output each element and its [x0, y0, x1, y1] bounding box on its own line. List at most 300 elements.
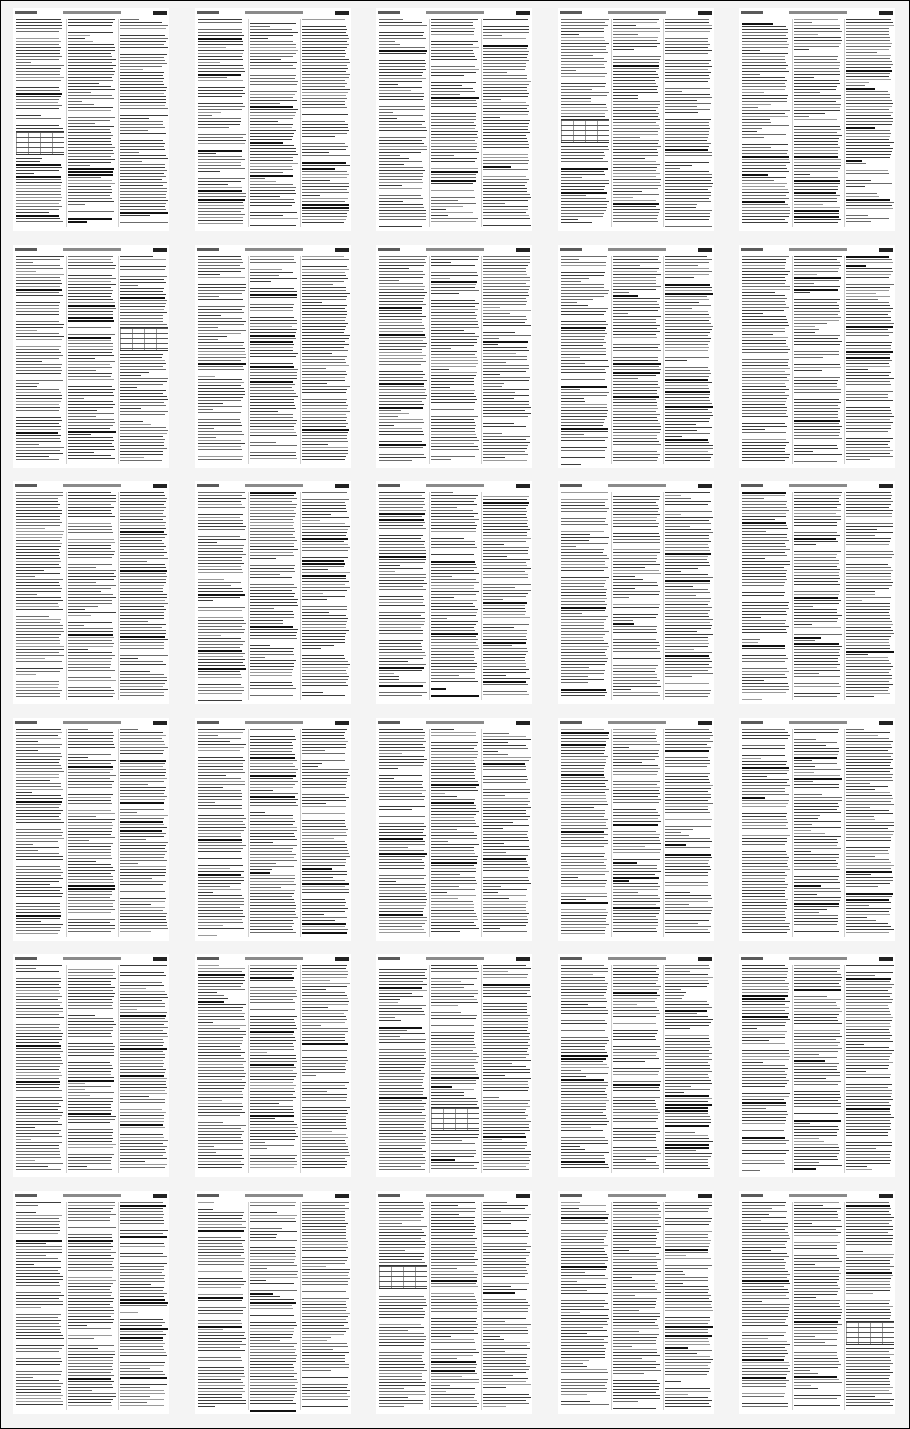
text-line [846, 606, 890, 607]
text-line [846, 314, 888, 315]
text-line [250, 103, 280, 104]
text-line [665, 277, 694, 278]
text-line [68, 343, 113, 344]
text-line [250, 1109, 293, 1110]
text-line [250, 775, 296, 777]
text-line [665, 66, 712, 67]
page-thumbnail[interactable] [376, 8, 532, 231]
text-line [794, 389, 841, 390]
header-text-block [378, 248, 400, 251]
text-line [431, 814, 476, 815]
text-line [665, 1107, 708, 1109]
text-line [665, 547, 709, 548]
text-line [16, 594, 37, 595]
text-line [250, 736, 295, 737]
text-line [561, 333, 607, 334]
text-line [846, 810, 889, 811]
text-line [16, 1314, 61, 1315]
page-thumbnail[interactable] [13, 954, 169, 1177]
text-line [483, 147, 529, 148]
text-line [846, 384, 891, 385]
text-line [302, 402, 346, 403]
text-line [561, 834, 608, 835]
text-line [483, 398, 514, 399]
text-line [198, 1067, 244, 1068]
text-line [250, 629, 298, 630]
page-thumbnail[interactable] [558, 245, 714, 468]
text-column [846, 19, 894, 227]
text-line [561, 1130, 603, 1131]
text-line [794, 271, 838, 272]
text-line [120, 680, 167, 681]
text-line [561, 518, 606, 519]
text-line [483, 769, 526, 770]
column-divider [611, 256, 612, 464]
text-line [742, 896, 785, 897]
text-line [68, 147, 115, 148]
text-line [846, 431, 888, 432]
text-line [742, 183, 787, 184]
text-line [431, 278, 450, 279]
text-line [561, 1040, 609, 1041]
page-thumbnail[interactable] [13, 718, 169, 941]
page-running-header [378, 957, 530, 963]
page-thumbnail[interactable] [376, 954, 532, 1177]
text-line [483, 1027, 528, 1028]
text-line [742, 1001, 790, 1002]
text-line [379, 586, 423, 587]
page-thumbnail[interactable] [739, 245, 895, 468]
text-line [742, 764, 786, 765]
text-line [483, 663, 526, 664]
text-line [794, 289, 838, 291]
text-line [16, 747, 60, 748]
text-line [379, 793, 422, 794]
text-line [665, 901, 708, 902]
text-line [379, 149, 427, 150]
column-divider [66, 965, 67, 1173]
text-line [561, 83, 606, 84]
text-line [613, 781, 660, 782]
text-line [120, 393, 163, 394]
text-line [302, 609, 347, 610]
text-line [665, 844, 686, 846]
text-line [16, 990, 59, 991]
column-divider [792, 19, 793, 227]
header-text-block [335, 957, 349, 961]
header-text-block [608, 248, 666, 251]
text-line [379, 434, 424, 435]
text-line [198, 287, 246, 288]
text-line [665, 800, 708, 801]
text-line [665, 898, 712, 899]
header-text-block [153, 1194, 167, 1198]
text-line [483, 141, 528, 142]
text-line [16, 850, 38, 851]
column-divider [792, 965, 793, 1173]
text-line [561, 586, 604, 587]
text-line [198, 744, 246, 745]
header-text-block [426, 11, 484, 14]
page-thumbnail[interactable] [13, 245, 169, 468]
page-thumbnail[interactable] [558, 481, 714, 704]
text-line [379, 541, 425, 542]
text-line [483, 1103, 528, 1104]
text-line [742, 29, 788, 30]
text-line [302, 368, 326, 369]
text-line [379, 685, 423, 687]
text-line [483, 901, 528, 902]
text-line [250, 1043, 293, 1044]
text-line [794, 664, 840, 665]
text-line [16, 906, 60, 907]
page-thumbnail[interactable] [195, 954, 351, 1177]
text-line [68, 909, 115, 910]
text-line [613, 265, 640, 266]
text-line [483, 1075, 505, 1076]
page-thumbnail[interactable] [558, 954, 714, 1177]
text-line [561, 580, 606, 581]
text-line [431, 336, 479, 337]
text-line [742, 416, 788, 417]
text-line [16, 674, 36, 675]
text-line [250, 1139, 295, 1140]
text-line [561, 998, 606, 999]
text-line [665, 1168, 710, 1169]
text-line [16, 164, 61, 166]
text-line [302, 621, 347, 622]
text-line [250, 821, 295, 822]
text-line [665, 454, 713, 455]
text-line [794, 329, 819, 330]
text-line [665, 439, 708, 441]
text-line [16, 1282, 59, 1283]
page-thumbnail[interactable] [739, 481, 895, 704]
text-line [250, 614, 294, 615]
text-line [665, 613, 708, 614]
text-line [483, 544, 504, 545]
text-line [483, 880, 529, 881]
text-line [742, 576, 786, 577]
text-line [250, 329, 297, 330]
text-line [846, 1035, 892, 1036]
text-line [613, 995, 660, 996]
text-line [483, 307, 500, 308]
text-line [68, 680, 116, 681]
text-line [250, 458, 297, 459]
text-line [68, 625, 84, 626]
text-line [431, 431, 475, 432]
text-line [742, 1007, 789, 1008]
text-line [742, 407, 787, 408]
text-line [846, 645, 890, 646]
text-line [16, 280, 61, 281]
text-line [613, 56, 661, 57]
text-line [665, 511, 712, 512]
text-line [483, 766, 526, 767]
text-line [561, 1013, 608, 1014]
text-line [613, 304, 659, 305]
text-column [561, 19, 609, 227]
header-text-block [608, 11, 666, 14]
text-line [16, 1100, 63, 1101]
text-line [665, 445, 713, 446]
text-line [613, 319, 656, 320]
text-line [431, 669, 475, 670]
text-line [665, 379, 708, 381]
text-line [379, 571, 395, 572]
text-line [68, 579, 114, 580]
page-thumbnail[interactable] [739, 718, 895, 941]
text-line [794, 1054, 819, 1055]
text-line [794, 357, 823, 358]
text-line [16, 866, 60, 867]
text-line [120, 197, 166, 198]
text-line [250, 799, 298, 800]
text-line [561, 899, 586, 900]
text-line [665, 391, 710, 393]
text-line [613, 49, 634, 50]
text-line [483, 691, 527, 692]
text-line [250, 854, 296, 855]
text-line [794, 320, 839, 321]
text-line [302, 447, 348, 448]
text-line [742, 770, 789, 771]
text-line [16, 528, 45, 529]
text-line [250, 663, 294, 664]
text-line [665, 556, 708, 557]
column-divider [118, 19, 119, 227]
page-thumbnail[interactable] [558, 718, 714, 941]
text-line [198, 542, 217, 543]
text-line [742, 144, 788, 145]
page-thumbnail[interactable] [376, 718, 532, 941]
page-thumbnail[interactable] [558, 8, 714, 231]
text-line [250, 739, 296, 740]
text-line [302, 1004, 348, 1005]
text-line [250, 160, 293, 161]
text-column [250, 19, 298, 227]
text-line [16, 625, 63, 626]
text-line [794, 62, 840, 63]
text-line [794, 658, 838, 659]
text-line [68, 1141, 112, 1142]
text-line [379, 143, 424, 144]
text-line [68, 132, 111, 133]
text-line [120, 1093, 167, 1094]
text-line [742, 869, 790, 870]
text-line [379, 271, 423, 272]
text-line [379, 829, 424, 830]
text-line [561, 213, 604, 214]
text-line [561, 753, 604, 754]
text-line [68, 637, 114, 638]
text-line [68, 340, 111, 341]
text-line [742, 773, 787, 774]
page-thumbnail[interactable] [739, 954, 895, 1177]
text-line [68, 1052, 114, 1053]
text-line [665, 892, 690, 893]
text-line [16, 31, 59, 32]
text-column [742, 729, 790, 937]
text-line [302, 505, 346, 506]
text-line [483, 439, 526, 440]
text-line [665, 308, 692, 309]
text-line [120, 1152, 166, 1153]
text-line [198, 1040, 243, 1041]
text-column [120, 965, 168, 1173]
text-line [431, 309, 478, 310]
text-line [794, 649, 840, 650]
text-line [665, 595, 696, 596]
text-line [561, 646, 609, 647]
text-line [302, 841, 345, 842]
text-line [794, 876, 839, 877]
text-line [68, 646, 113, 647]
text-line [561, 886, 605, 887]
text-line [198, 1109, 242, 1110]
text-line [120, 381, 167, 382]
text-line [198, 848, 243, 849]
text-line [794, 1017, 837, 1018]
text-line [846, 1062, 893, 1063]
text-line [483, 502, 529, 504]
text-line [120, 738, 162, 739]
text-line [431, 570, 474, 571]
text-line [198, 735, 218, 736]
page-thumbnail[interactable] [376, 245, 532, 468]
text-line [846, 293, 876, 294]
text-line [483, 804, 528, 805]
text-line [198, 662, 243, 663]
text-line [68, 278, 116, 279]
text-line [794, 760, 812, 761]
text-line [613, 517, 657, 518]
header-text-block [879, 11, 893, 15]
text-line [198, 437, 216, 438]
header-text-block [335, 484, 349, 488]
text-line [742, 1111, 787, 1112]
text-line [120, 552, 167, 553]
text-line [794, 532, 837, 533]
text-line [198, 271, 241, 272]
text-line [198, 96, 242, 97]
text-line [431, 66, 475, 67]
text-line [665, 782, 710, 783]
text-line [561, 771, 604, 772]
page-thumbnail[interactable] [195, 245, 351, 468]
text-line [613, 209, 660, 210]
text-line [68, 891, 112, 892]
page-thumbnail[interactable] [13, 8, 169, 231]
text-line [68, 557, 112, 558]
text-line [431, 576, 452, 577]
text-column [742, 492, 790, 700]
text-line [846, 529, 877, 530]
page-thumbnail[interactable] [739, 8, 895, 231]
text-line [16, 1121, 58, 1122]
text-line [846, 299, 878, 300]
text-line [613, 585, 658, 586]
text-line [379, 729, 423, 730]
text-line [665, 140, 707, 141]
text-line [561, 989, 607, 990]
text-line [250, 577, 292, 578]
text-line [379, 283, 423, 284]
text-line [379, 806, 425, 807]
text-line [483, 895, 526, 896]
text-line [846, 850, 888, 851]
text-line [68, 221, 87, 223]
text-line [250, 1133, 296, 1134]
text-line [613, 651, 660, 652]
text-line [302, 655, 344, 656]
text-line [665, 819, 712, 820]
text-line [665, 317, 711, 318]
text-line [16, 1212, 36, 1213]
text-line [198, 965, 219, 966]
page-thumbnail[interactable] [376, 481, 532, 704]
text-line [794, 432, 840, 433]
text-line [16, 921, 41, 922]
text-line [846, 523, 893, 524]
page-thumbnail[interactable] [13, 481, 169, 704]
text-line [120, 793, 164, 794]
text-line [794, 1097, 841, 1098]
text-line [120, 188, 167, 189]
text-line [120, 460, 162, 461]
text-line [250, 971, 294, 972]
text-line [250, 742, 292, 743]
text-line [794, 519, 841, 520]
text-line [250, 56, 293, 57]
text-line [665, 204, 697, 205]
text-line [120, 396, 167, 397]
text-line [302, 886, 345, 887]
text-line [613, 626, 657, 627]
text-line [68, 738, 113, 739]
text-line [198, 184, 228, 185]
text-line [120, 291, 163, 292]
text-line [302, 259, 349, 260]
page-thumbnail[interactable] [195, 8, 351, 231]
text-line [561, 777, 605, 778]
text-line [665, 907, 713, 908]
text-line [794, 95, 841, 96]
header-text-block [560, 721, 582, 724]
text-line [302, 29, 347, 30]
text-line [561, 933, 605, 934]
text-line [431, 639, 478, 640]
text-line [742, 41, 787, 42]
text-line [302, 862, 346, 863]
text-line [665, 860, 709, 861]
text-line [483, 1066, 526, 1067]
page-thumbnail[interactable] [13, 1191, 169, 1414]
page-thumbnail[interactable] [195, 481, 351, 704]
text-line [561, 655, 606, 656]
text-line [250, 332, 296, 333]
text-line [250, 996, 297, 997]
page-thumbnail[interactable] [195, 718, 351, 941]
text-line [68, 25, 112, 26]
text-line [665, 421, 709, 422]
text-line [379, 1064, 425, 1065]
text-column [431, 729, 479, 937]
page-running-header [378, 248, 530, 254]
text-line [483, 218, 530, 219]
text-line [68, 507, 114, 508]
